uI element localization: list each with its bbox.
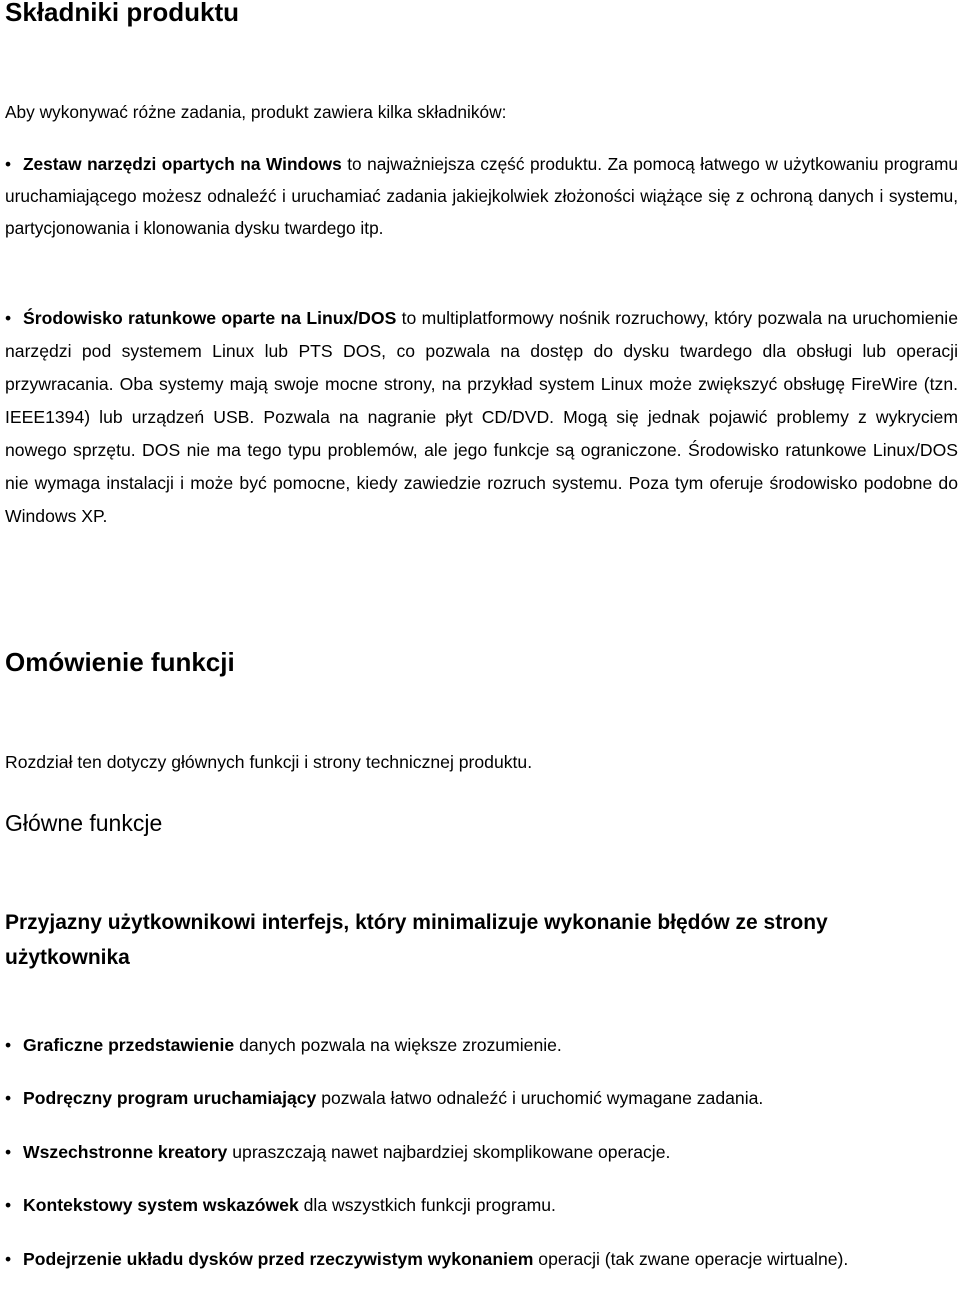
recovery-env-bold: Środowisko ratunkowe oparte na Linux/DOS	[23, 308, 397, 328]
overview-intro: Rozdział ten dotyczy głównych funkcji i strony technicznej produktu.	[5, 752, 533, 772]
bullet-marker: •	[5, 308, 12, 328]
feature-text: pozwala łatwo odnaleźć i uruchomić wymagane zadania.	[316, 1088, 764, 1108]
windows-tools-text: to najważniejsza część produktu. Za pomocą łatwego w użytkowaniu programu uruchamiającego możesz odnaleźć i uruchamiać zadania jakiejkolwiek złożoności wiążące się z ochroną danych i systemu, partycjonowania i klonowania dysku twardego itp.	[5, 154, 958, 238]
recovery-env-paragraph	[5, 302, 958, 533]
feature-bold: Wszechstronne kreatory	[23, 1142, 228, 1162]
overview-title: Omówienie funkcji	[5, 647, 235, 677]
feature-item	[5, 1029, 958, 1062]
main-features-title: Główne funkcje	[5, 810, 163, 836]
feature-text: danych pozwala na większe zrozumienie.	[234, 1035, 562, 1055]
components-intro: Aby wykonywać różne zadania, produkt zawiera kilka składników:	[5, 102, 507, 122]
recovery-env-text: to multiplatformowy nośnik rozruchowy, który pozwala na uruchomienie narzędzi pod systemem Linux lub PTS DOS, co pozwala na dostęp do dysku twardego dla obsługi lub operacji przywracania. Oba systemy mają swoje mocne strony, na przykład system Linux może zwiększyć obsługę FireWire (tzn. IEEE1394) lub urządzeń USB. Pozwala na nagranie płyt CD/DVD. Mogą się jednak pojawić problemy z wykryciem nowego sprzętu. DOS nie ma tego typu problemów, ale jego funkcje są ograniczone. Środowisko ratunkowe Linux/DOS nie wymaga instalacji i może być pomocne, kiedy zawiedzie rozruch systemu. Poza tym oferuje środowisko podobne do Windows XP.	[5, 308, 958, 526]
feature-bold: Podejrzenie układu dysków przed rzeczywistym wykonaniem	[23, 1249, 534, 1269]
windows-tools-paragraph	[5, 148, 958, 244]
bullet-marker: •	[5, 1035, 12, 1055]
bullet-marker: •	[5, 1142, 12, 1162]
components-title: Składniki produktu	[5, 0, 240, 27]
feature-bold: Graficzne przedstawienie	[23, 1035, 235, 1055]
bullet-marker: •	[5, 154, 12, 174]
feature-item	[5, 1082, 958, 1115]
feature-bold: Podręczny program uruchamiający	[23, 1088, 317, 1108]
feature-item	[5, 1243, 958, 1276]
ui-heading: Przyjazny użytkownikowi interfejs, który minimalizuje wykonanie błędów ze strony użytkownika	[5, 911, 828, 969]
bullet-marker: •	[5, 1195, 12, 1215]
feature-text: operacji (tak zwane operacje wirtualne).	[533, 1249, 849, 1269]
windows-tools-bold: Zestaw narzędzi opartych na Windows	[23, 154, 342, 174]
feature-text: dla wszystkich funkcji programu.	[298, 1195, 556, 1215]
feature-text: upraszczają nawet najbardziej skomplikowane operacje.	[227, 1142, 671, 1162]
feature-item	[5, 1136, 958, 1169]
bullet-marker: •	[5, 1249, 12, 1269]
feature-item	[5, 1189, 958, 1222]
bullet-marker: •	[5, 1088, 12, 1108]
feature-bold: Kontekstowy system wskazówek	[23, 1195, 299, 1215]
